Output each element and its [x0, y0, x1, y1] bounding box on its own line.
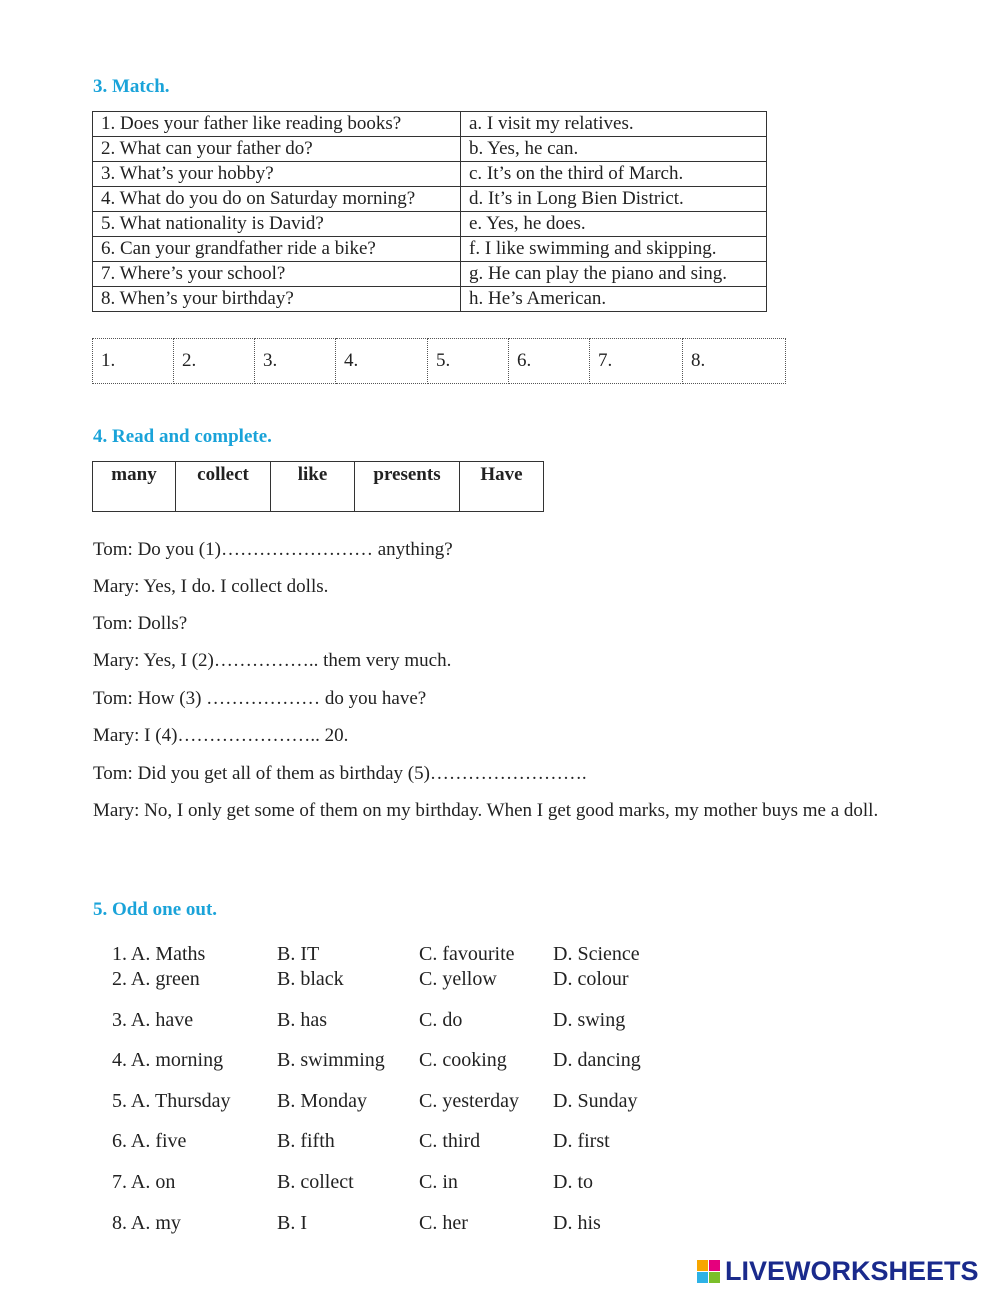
option-d[interactable]: D. his: [553, 1212, 601, 1234]
table-row: [93, 237, 767, 262]
section-4-heading: 4. Read and complete.: [93, 426, 272, 447]
option-b[interactable]: B. has: [277, 1009, 327, 1031]
option-d[interactable]: D. Sunday: [553, 1090, 638, 1112]
option-d[interactable]: D. first: [553, 1130, 610, 1152]
option-a[interactable]: 8. A. my: [112, 1212, 181, 1234]
option-a[interactable]: 4. A. morning: [112, 1049, 224, 1071]
question-cell: 5. What nationality is David?: [93, 212, 461, 237]
option-c[interactable]: C. her: [419, 1212, 468, 1234]
dialogue-line: Tom: How (3) ……………… do you have?: [93, 688, 427, 709]
dialogue-line: Tom: Did you get all of them as birthday (5)…………………….: [93, 763, 587, 784]
option-a[interactable]: 5. A. Thursday: [112, 1090, 231, 1112]
option-d[interactable]: D. swing: [553, 1009, 626, 1031]
word-box-item: presents: [355, 462, 460, 512]
word-box: [92, 461, 544, 512]
option-a[interactable]: 3. A. have: [112, 1009, 194, 1031]
logo-text: LIVEWORKSHEETS: [725, 1256, 979, 1286]
section-5-heading: 5. Odd one out.: [93, 899, 218, 920]
option-c[interactable]: C. in: [419, 1171, 458, 1193]
answer-cell: d. It’s in Long Bien District.: [461, 187, 767, 212]
option-d[interactable]: D. dancing: [553, 1049, 641, 1071]
dialogue-line: Mary: Yes, I do. I collect dolls.: [93, 576, 329, 597]
option-a[interactable]: 6. A. five: [112, 1130, 187, 1152]
option-c[interactable]: C. yesterday: [419, 1090, 519, 1112]
answer-slot-7[interactable]: 7.: [590, 339, 683, 384]
dialogue-line: Tom: Do you (1)…………………… anything?: [93, 539, 453, 560]
option-d[interactable]: D. colour: [553, 968, 629, 990]
word-box-item: collect: [176, 462, 271, 512]
word-box-item: like: [271, 462, 355, 512]
option-c[interactable]: C. do: [419, 1009, 463, 1031]
word-box-row: [93, 462, 544, 512]
option-b[interactable]: B. IT: [277, 943, 320, 965]
question-cell: 3. What’s your hobby?: [93, 162, 461, 187]
option-b[interactable]: B. black: [277, 968, 344, 990]
option-c[interactable]: C. favourite: [419, 943, 515, 965]
answer-cell: a. I visit my relatives.: [461, 112, 767, 137]
answer-cell: b. Yes, he can.: [461, 137, 767, 162]
table-row: [93, 212, 767, 237]
answer-slot-8[interactable]: 8.: [683, 339, 786, 384]
dialogue-line: Mary: No, I only get some of them on my birthday. When I get good marks, my mother buys me a doll.: [93, 800, 879, 821]
answer-slot-6[interactable]: 6.: [509, 339, 590, 384]
option-a[interactable]: 1. A. Maths: [112, 943, 206, 965]
option-c[interactable]: C. third: [419, 1130, 481, 1152]
answer-slot-1[interactable]: 1.: [93, 339, 174, 384]
option-b[interactable]: B. I: [277, 1212, 307, 1234]
dialogue-line: Tom: Dolls?: [93, 613, 188, 634]
liveworksheets-logo: [697, 1256, 997, 1286]
option-a[interactable]: 7. A. on: [112, 1171, 176, 1193]
question-cell: 6. Can your grandfather ride a bike?: [93, 237, 461, 262]
option-b[interactable]: B. Monday: [277, 1090, 367, 1112]
answer-slot-4[interactable]: 4.: [336, 339, 428, 384]
answer-cell: g. He can play the piano and sing.: [461, 262, 767, 287]
question-cell: 4. What do you do on Saturday morning?: [93, 187, 461, 212]
option-a[interactable]: 2. A. green: [112, 968, 200, 990]
dialogue-line: Mary: I (4)………………….. 20.: [93, 725, 349, 746]
word-box-item: Have: [460, 462, 544, 512]
option-b[interactable]: B. fifth: [277, 1130, 335, 1152]
answer-row: [93, 339, 786, 384]
table-row: [93, 187, 767, 212]
dialogue-line: Mary: Yes, I (2)…………….. them very much.: [93, 650, 452, 671]
table-row: [93, 162, 767, 187]
match-table: [92, 111, 767, 312]
question-cell: 7. Where’s your school?: [93, 262, 461, 287]
option-d[interactable]: D. Science: [553, 943, 640, 965]
answer-cell: e. Yes, he does.: [461, 212, 767, 237]
section-3-heading: 3. Match.: [93, 76, 170, 97]
table-row: [93, 112, 767, 137]
answer-cell: c. It’s on the third of March.: [461, 162, 767, 187]
answer-slot-3[interactable]: 3.: [255, 339, 336, 384]
question-cell: 1. Does your father like reading books?: [93, 112, 461, 137]
question-cell: 8. When’s your birthday?: [93, 287, 461, 312]
option-c[interactable]: C. cooking: [419, 1049, 507, 1071]
table-row: [93, 287, 767, 312]
answer-cell: f. I like swimming and skipping.: [461, 237, 767, 262]
answer-cell: h. He’s American.: [461, 287, 767, 312]
table-row: [93, 137, 767, 162]
option-d[interactable]: D. to: [553, 1171, 593, 1193]
answer-slot-2[interactable]: 2.: [174, 339, 255, 384]
answer-slot-5[interactable]: 5.: [428, 339, 509, 384]
option-c[interactable]: C. yellow: [419, 968, 497, 990]
word-box-item: many: [93, 462, 176, 512]
match-answer-table: [92, 338, 786, 384]
option-b[interactable]: B. collect: [277, 1171, 354, 1193]
question-cell: 2. What can your father do?: [93, 137, 461, 162]
option-b[interactable]: B. swimming: [277, 1049, 385, 1071]
table-row: [93, 262, 767, 287]
